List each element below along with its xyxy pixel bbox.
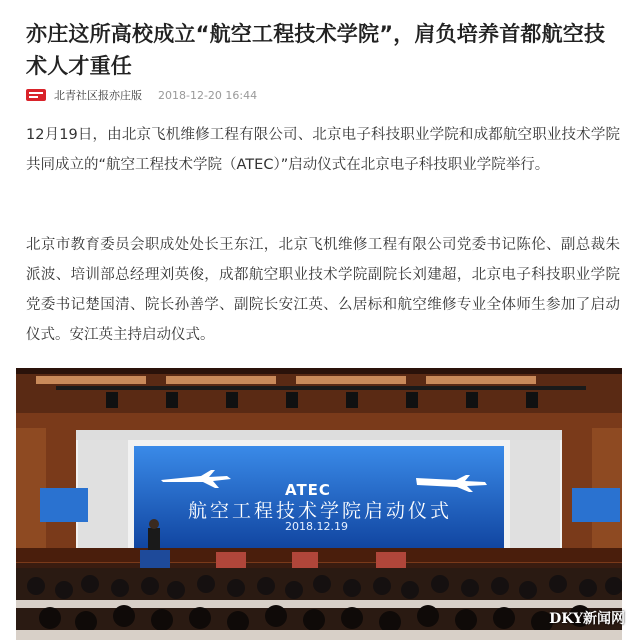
banner-main-text: 航空工程技术学院启动仪式 (187, 500, 452, 522)
banner-top-text: ATEC (285, 481, 331, 499)
watermark: DKY新闻网 (549, 611, 625, 627)
paragraph-1: 12月19日，由北京飞机维修工程有限公司、北京电子科技职业学院和成都航空职业技术学院共同成立的“航空工程技术学院（ATEC）”启动仪式在北京电子科技职业学院举行。 (26, 127, 620, 173)
source-name[interactable]: 北青社区报亦庄版 (54, 89, 142, 102)
publish-time: 2018-12-20 16:44 (158, 88, 258, 102)
paragraph-2: 北京市教育委员会职成处处长王东江，北京飞机维修工程有限公司党委书记陈伦、副总裁朱派波、培训部总经理刘英俊，成都航空职业技术学院副院长刘建超，北京电子科技职业学院党委书记楚国清、院长孙善学、副院长安江英、么居标和航空维修专业全体师生参加了启动仪式。安江英主持启动仪式。 (26, 237, 620, 343)
article-title: 亦庄这所高校成立“航空工程技术学院”，肩负培养首都航空技术人才重任 (26, 22, 606, 78)
banner-date-text: 2018.12.19 (285, 520, 348, 533)
article-meta (26, 86, 257, 104)
publisher-logo-icon (26, 89, 46, 101)
